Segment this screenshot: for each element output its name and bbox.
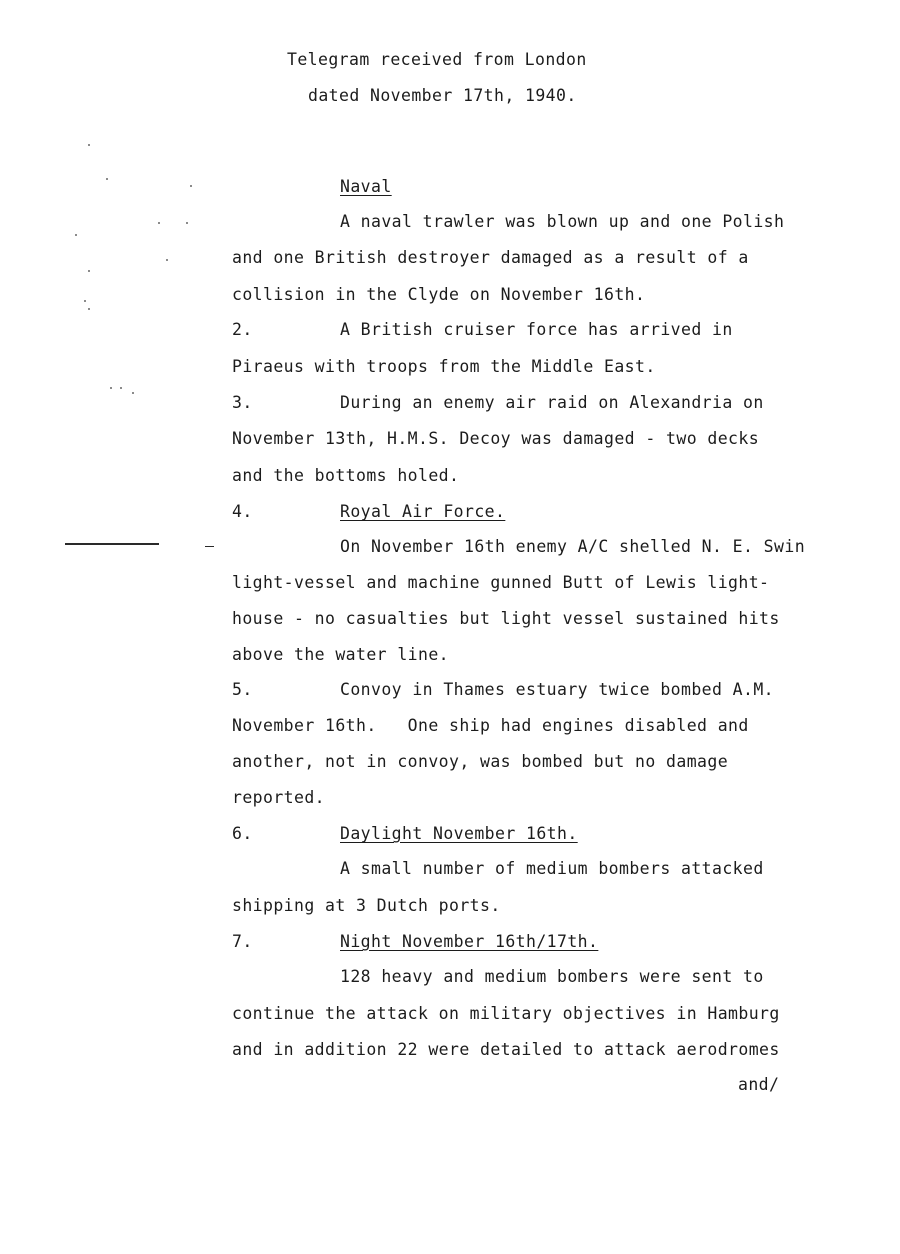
section-heading-raf: Royal Air Force. <box>340 502 506 521</box>
scan-speck <box>88 308 90 310</box>
scan-speck <box>158 222 160 224</box>
catchword: and/ <box>738 1075 780 1094</box>
scan-speck <box>75 234 77 236</box>
item-number: 4. <box>232 502 253 521</box>
scan-speck <box>110 387 112 389</box>
paragraph-line: shipping at 3 Dutch ports. <box>232 896 501 915</box>
section-heading-naval: Naval <box>340 177 392 196</box>
scan-speck <box>88 144 90 146</box>
scan-speck <box>106 178 108 180</box>
scan-speck <box>186 222 188 224</box>
paragraph-line: house - no casualties but light vessel sustained hits <box>232 609 780 628</box>
paragraph-line: Piraeus with troops from the Middle East. <box>232 357 656 376</box>
paragraph-line: continue the attack on military objectives in Hamburg <box>232 1004 780 1023</box>
paragraph-line: 128 heavy and medium bombers were sent to <box>340 967 764 986</box>
paragraph-line: During an enemy air raid on Alexandria on <box>340 393 764 412</box>
paragraph-line: A British cruiser force has arrived in <box>340 320 733 339</box>
header-date: dated November 17th, 1940. <box>308 86 577 105</box>
section-heading-daylight: Daylight November 16th. <box>340 824 578 843</box>
section-heading-night: Night November 16th/17th. <box>340 932 599 951</box>
item-number: 5. <box>232 680 253 699</box>
paragraph-line: and one British destroyer damaged as a result of a <box>232 248 749 267</box>
paragraph-line: A naval trawler was blown up and one Polish <box>340 212 785 231</box>
paragraph-line: and in addition 22 were detailed to attack aerodromes <box>232 1040 780 1059</box>
scan-speck <box>88 270 90 272</box>
scan-speck <box>84 300 86 302</box>
paragraph-line: another, not in convoy, was bombed but no damage <box>232 752 729 771</box>
paragraph-line: light-vessel and machine gunned Butt of Lewis light- <box>232 573 770 592</box>
scan-speck <box>190 185 192 187</box>
item-number: 3. <box>232 393 253 412</box>
item-number: 6. <box>232 824 253 843</box>
scan-mark-dash <box>205 546 214 547</box>
paragraph-line: A small number of medium bombers attacked <box>340 859 764 878</box>
paragraph-line: reported. <box>232 788 326 807</box>
paragraph-line: above the water line. <box>232 645 450 664</box>
item-number: 7. <box>232 932 253 951</box>
paragraph-line: collision in the Clyde on November 16th. <box>232 285 646 304</box>
paragraph-line: On November 16th enemy A/C shelled N. E. Swin <box>340 537 806 556</box>
scan-mark-line <box>65 543 159 545</box>
scan-speck <box>166 259 168 261</box>
header-title: Telegram received from London <box>287 50 587 69</box>
paragraph-line: and the bottoms holed. <box>232 466 460 485</box>
paragraph-line: November 16th. One ship had engines disabled and <box>232 716 749 735</box>
paragraph-line: Convoy in Thames estuary twice bombed A.M. <box>340 680 775 699</box>
scan-speck <box>132 392 134 394</box>
item-number: 2. <box>232 320 253 339</box>
scan-speck <box>120 387 122 389</box>
paragraph-line: November 13th, H.M.S. Decoy was damaged - two decks <box>232 429 760 448</box>
